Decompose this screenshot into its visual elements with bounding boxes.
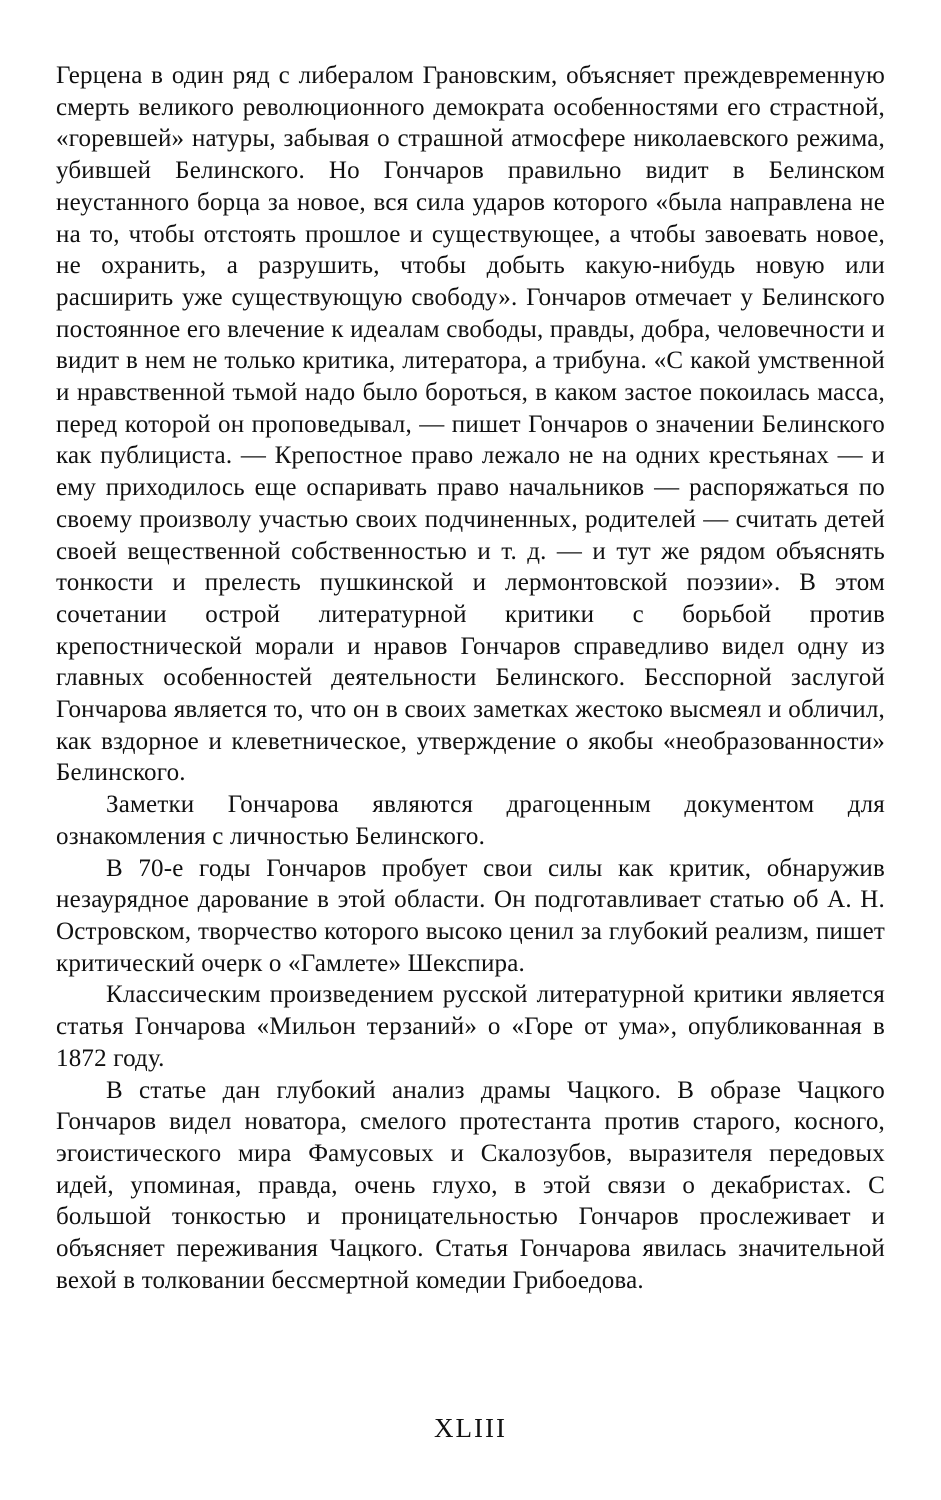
page-number: XLIII (434, 1413, 507, 1443)
paragraph-notes-document: Заметки Гончарова являются драгоценным документом для ознакомления с личностью Белинского. (56, 791, 885, 850)
paragraph-chatsky-analysis: В статье дан глубокий анализ драмы Чацкого. В образе Чацкого Гончаров видел новатора, смелого протестанта против старого, косного, эгоистического мира Фамусовых и Скалозубов, выразителя передовых идей, упоминая, правда, очень глухо, в этой связи о декабристах. С большой тонкостью и проницательностью Гончаров прослеживает и объясняет переживания Чацкого. Статья Гончарова явилась значительной вехой в толковании бессмертной комедии Грибоедова. (56, 1076, 885, 1294)
paragraph-continuation-belinsky: Герцена в один ряд с либералом Грановским, объясняет преждевременную смерть великого революционного демократа особенностями его страстной, «горевшей» натуры, забывая о страшной атмосфере николаевского режима, убившей Белинского. Но Гончаров правильно видит в Белинском неустанного борца за новое, вся сила ударов которого «была направлена не на то, чтобы отстоять прошлое и существующее, а чтобы завоевать новое, не охранить, а разрушить, чтобы добыть какую-нибудь новую или расширить уже существующую свободу». Гончаров отмечает у Белинского постоянное его влечение к идеалам свободы, правды, добра, человечности и видит в нем не только критика, литератора, а трибуна. «С какой умственной и нравственной тьмой надо было бороться, в каком застое покоилась масса, перед которой он проповедывал, — пишет Гончаров о значении Белинского как публициста. — Крепостное право лежало не на одних крестьянах — и ему приходилось еще оспаривать право начальников — распоряжаться по своему произволу участью своих подчиненных, родителей — считать детей своей вещественной собственностью и т. д. — и тут же рядом объяснять тонкости и прелесть пушкинской и лермонтовской поэзии». В этом сочетании острой литературной критики с борьбой против крепостнической морали и нравов Гончаров справедливо видел одну из главных особенностей деятельности Белинского. Бесспорной заслугой Гончарова является то, что он в своих заметках жестоко высмеял и обличил, как вздорное и клеветническое, утверждение о якобы «необразованности» Белинского. (56, 62, 885, 787)
paragraph-70s-critic: В 70-е годы Гончаров пробует свои силы как критик, обнаружив незаурядное дарование в этой области. Он подготавливает статью об А. Н. Островском, творчество которого высоко ценил за глубокий реализм, пишет критический очерк о «Гамлете» Шекспира. (56, 854, 885, 977)
page-body (56, 60, 885, 1296)
paragraph-million-torments: Классическим произведением русской литературной критики является статья Гончарова «Мильон терзаний» о «Горе от ума», опубликованная в 1872 году. (56, 981, 885, 1072)
